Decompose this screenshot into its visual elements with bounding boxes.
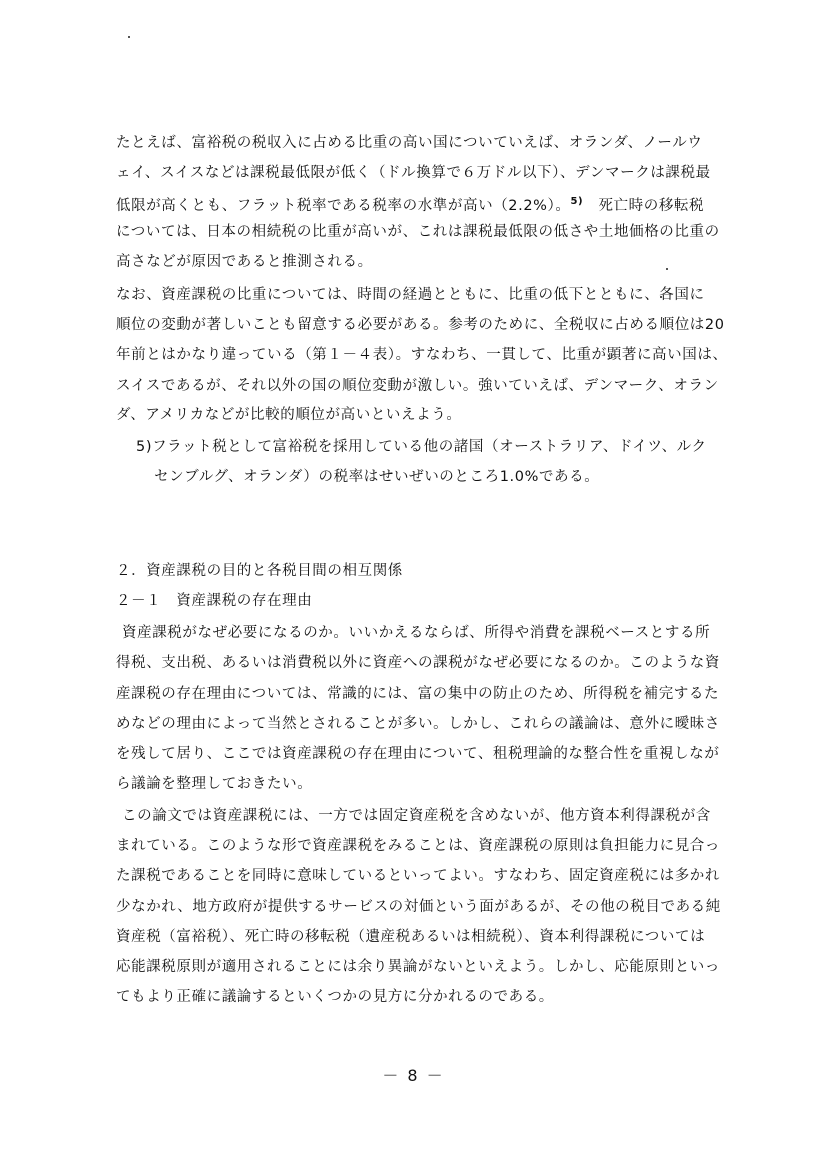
footnote-line: 5)フラット税として富裕税を採用している他の諸国（オーストラリア、ドイツ、ルク <box>136 439 707 455</box>
text-line: 高さなどが原因であると推測される。 <box>116 254 373 270</box>
text-line: てもより正確に議論するといくつかの見方に分かれるのである。 <box>116 989 554 1005</box>
subsection-heading: ２－１ 資産課税の存在理由 <box>116 593 313 609</box>
text-line: については、日本の相続税の比重が高いが、これは課税最低限の低さや土地価格の比重の <box>116 224 720 240</box>
text-line: ら議論を整理しておきたい。 <box>116 776 313 792</box>
text-line: めなどの理由によって当然とされることが多い。しかし、これらの議論は、意外に曖昧さ <box>116 716 720 732</box>
text-span: 死亡時の移転税 <box>598 197 705 214</box>
footnote-ref: 5) <box>570 196 584 207</box>
text-span: 低限が高くとも、フラット税率である税率の水準が高い（2.2%）。 <box>116 197 571 214</box>
scan-speck <box>128 36 130 38</box>
text-line <box>116 192 716 216</box>
text-line: 年前とはかなり違っている（第１－４表）。すなわち、一貫して、比重が顕著に高い国は、 <box>116 347 728 363</box>
text-line: 応能課税原則が適用されることには余り異論がないといえよう。しかし、応能原則といっ <box>116 959 720 975</box>
text-line: 資産税（富裕税）、死亡時の移転税（遺産税あるいは相続税）、資本利得課税については <box>116 929 706 945</box>
text-line: 順位の変動が著しいことも留意する必要がある。参考のために、全税収に占める順位は20 <box>116 317 725 333</box>
text-line: ダ、アメリカなどが比較的順位が高いといえよう。 <box>116 407 462 423</box>
text-line: この論文では資産課税には、一方では固定資産税を含めないが、他方資本利得課税が含 <box>122 808 711 824</box>
footnote-line: センブルグ、オランダ）の税率はせいぜいのところ1.0%である。 <box>154 469 600 485</box>
text-line: を残して居り、ここでは資産課税の存在理由について、租税理論的な整合性を重視しなが <box>116 746 720 762</box>
text-line: 少なかれ、地方政府が提供するサービスの対価という面があるが、その他の税目である純 <box>116 899 721 915</box>
section-heading: ２．資産課税の目的と各税目間の相互関係 <box>116 563 403 579</box>
text-line: スイスであるが、それ以外の国の順位変動が激しい。強いていえば、デンマーク、オラン <box>116 378 719 394</box>
text-line: た課税であることを同時に意味しているといってよい。すなわち、固定資産税には多かれ <box>116 868 720 884</box>
text-line: 得税、支出税、あるいは消費税以外に資産への課税がなぜ必要になるのか。このような資 <box>116 655 720 671</box>
text-line: ェイ、スイスなどは課税最低限が低く（ドル換算で６万ドル以下）、デンマークは課税最 <box>116 165 711 181</box>
text-line: なお、資産課税の比重については、時間の経過とともに、比重の低下とともに、各国に <box>116 287 705 303</box>
text-line: まれている。このような形で資産課税をみることは、資産課税の原則は負担能力に見合っ <box>116 838 720 854</box>
page-number: － 8 － <box>382 1066 445 1085</box>
text-line: たとえば、富裕税の税収入に占める比重の高い国についていえば、オランダ、ノールウ <box>116 135 703 151</box>
text-line: 産課税の存在理由については、常識的には、富の集中の防止のため、所得税を補完するた <box>116 686 720 702</box>
text-line: 資産課税がなぜ必要になるのか。いいかえるならば、所得や消費を課税ベースとする所 <box>122 625 711 641</box>
